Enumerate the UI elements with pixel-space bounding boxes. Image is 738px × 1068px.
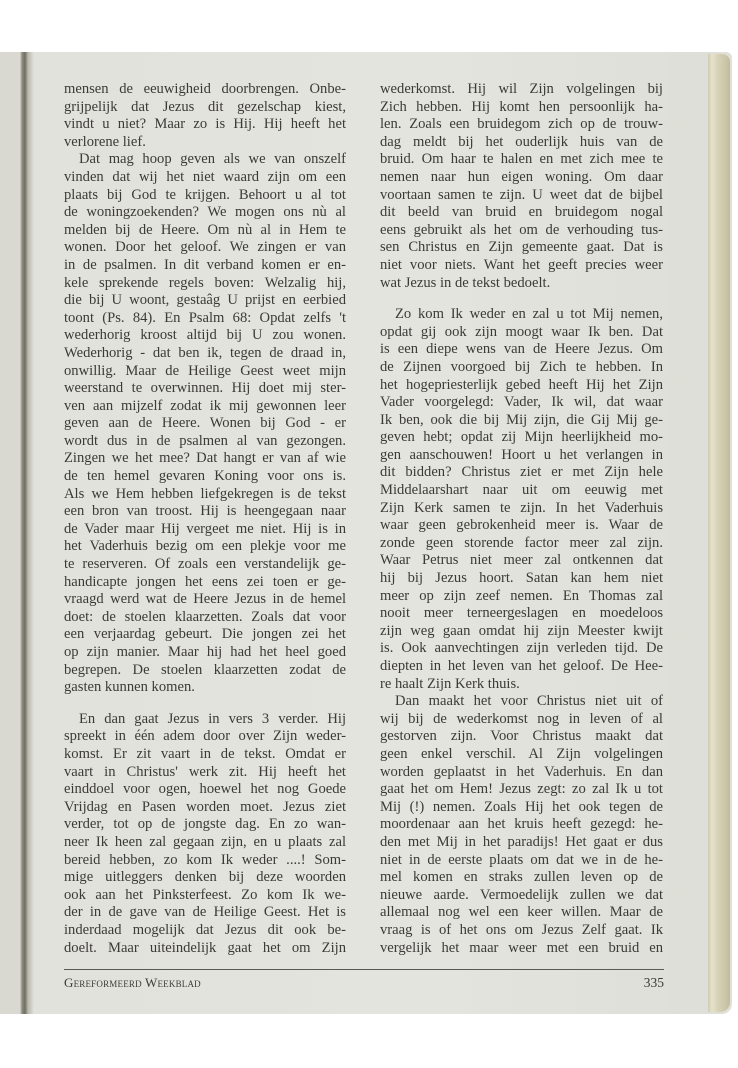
text-line: neer Ik heen zal gegaan zijn, en u plaats zal: [64, 833, 346, 850]
text-line: der in de gave van de Heilige Geest. Het is: [64, 904, 346, 921]
text-line: gen aanschouwen! Hoort u het verlangen in: [380, 446, 663, 463]
text-line: Ik ben, ook die bij Mij zijn, die Gij Mij ge-: [380, 411, 663, 428]
text-line: begrepen. De stoelen klaarzetten zodat de: [64, 661, 346, 678]
text-line: kele sprekende regels boven: Welzalig hij,: [64, 274, 346, 291]
text-line: wat Jezus in de tekst bedoelt.: [380, 274, 551, 291]
text-line: den met Mij in het paradijs! Het gaat er dus: [380, 833, 663, 850]
text-line: ook aan het Pinksterfeest. Zo kom Ik we-: [64, 886, 346, 903]
paragraph: [64, 81, 346, 151]
text-line: Zo kom Ik weder en zal u tot Mij nemen,: [395, 306, 663, 323]
text-line: Waar Petrus niet meer zal ontkennen dat: [380, 552, 663, 569]
text-line: vindt u niet? Maar zo is Hij. Hij heeft het: [64, 116, 346, 133]
text-line: gasten kunnen komen.: [64, 679, 195, 696]
text-line: doelt. Maar uiteindelijk gaat het om Zijn: [64, 939, 346, 956]
book-spine-edge: [708, 54, 730, 1012]
text-line: re haalt Zijn Kerk thuis.: [380, 675, 520, 692]
text-line: gestorven zijn. Voor Christus maakt dat: [380, 728, 663, 745]
text-line: opdat gij ook zijn moogt waar Ik ben. Dat: [380, 323, 663, 340]
text-line: voortaan samen te zijn. U weet dat de bijbel: [380, 186, 663, 203]
text-line: meer op zijn zeef nemen. En Thomas zal: [380, 587, 663, 604]
text-line: gaat het om Hem! Jezus zegt: zo zal Ik u tot: [380, 781, 663, 798]
text-line: Zich hebben. Hij komt hen persoonlijk ha-: [380, 98, 663, 115]
paragraph: [380, 693, 663, 957]
text-column-right: [380, 81, 663, 957]
text-line: vraag is of het ons om Jezus Zelf gaat. Ik: [380, 921, 663, 938]
text-line: hij bij Jezus hoort. Satan kan hem niet: [380, 570, 663, 587]
text-line: wij bij de wederkomst nog in leven of al: [380, 710, 663, 727]
text-line: Zijn Kerk samen te zijn. In het Vaderhuis: [380, 499, 663, 516]
text-line: niet voor niets. Want het geeft precies weer: [380, 256, 663, 273]
text-line: zonde geen storende factor meer zal zijn.: [380, 534, 663, 551]
text-line: nieuwe aarde. Vermoedelijk zullen we dat: [380, 886, 663, 903]
text-line: vinden dat wij het niet waard zijn om een: [64, 168, 346, 185]
text-line: nemen naar hun eigen woning. Om daar: [380, 168, 663, 185]
text-line: een bron van troost. Hij is heengegaan naar: [64, 503, 346, 520]
text-line: Dat mag hoop geven als we van onszelf: [79, 151, 346, 168]
text-line: Mij (!) nemen. Zoals Hij het ook tegen de: [380, 798, 663, 815]
text-line: wonen. Door het geloof. We zingen er van: [64, 239, 346, 256]
text-line: Wederhorig - dat ben ik, tegen de draad in,: [64, 344, 346, 361]
text-line: spreekt in één adem door over Zijn weder-: [64, 728, 346, 745]
paragraph: [64, 151, 346, 696]
text-line: wederhorig kroost altijd bij U zou wonen.: [64, 327, 346, 344]
text-line: doet: de stoelen klaarzetten. Zoals dat voor: [64, 608, 346, 625]
text-line: de woningzoekenden? We mogen ons nù al: [64, 204, 346, 221]
text-line: moordenaar aan het kruis heeft gezegd: he-: [380, 816, 663, 833]
text-line: de ten hemel gevaren Koning voor ons is.: [64, 468, 346, 485]
text-line: grijpelijk dat Jezus dit gezelschap kiest,: [64, 98, 346, 115]
text-line: plaats bij God te krijgen. Behoort u al tot: [64, 186, 346, 203]
paragraph: [380, 81, 663, 292]
text-line: nooit meer terneergeslagen en moedeloos: [380, 605, 663, 622]
text-column-left: [64, 81, 346, 957]
text-line: vraagd werd wat de Heere Jezus in de hemel: [64, 591, 346, 608]
footer-rule: [64, 969, 664, 970]
text-line: Dan maakt het voor Christus niet uit of: [395, 693, 663, 710]
text-line: die bij U woont, gestaâg U prijst en eerbied: [64, 292, 346, 309]
text-line: handicapte jongen het eens zei toen er ge-: [64, 573, 346, 590]
text-line: diepten in het leven van het geloof. De Hee-: [380, 658, 663, 674]
text-line: worden geplaatst in het Vaderhuis. En dan: [380, 763, 663, 780]
page-number: 335: [643, 975, 664, 990]
text-line: dag meldt bij het ouderlijk huis van de: [380, 133, 663, 150]
text-line: weerstand te overwinnen. Hij doet mij ster-: [64, 380, 346, 397]
text-line: verder, tot op de jongste dag. En zo wan-: [64, 816, 346, 833]
text-line: is een diepe wens van de Heere Jezus. Om: [380, 341, 663, 358]
text-line: geven hebt; opdat zij Mijn heerlijkheid mo-: [380, 429, 663, 446]
text-line: waar geen gebrokenheid meer is. Waar de: [380, 517, 663, 534]
text-line: Middelaarshart naar uit om eeuwig met: [380, 482, 663, 499]
text-line: in de psalmen. In dit verband komen er en-: [64, 256, 346, 273]
text-line: een verjaardag gebeurt. Die jongen zei het: [64, 626, 346, 643]
text-line: melden bij de Heere. Om nù al in Hem te: [64, 221, 346, 238]
paragraph: [64, 711, 346, 957]
text-line: het Vaderhuis bezig om een plekje voor me: [64, 538, 346, 555]
text-line: niet in de eerste plaats om dat we in de he-: [380, 851, 663, 868]
text-line: En dan gaat Jezus in vers 3 verder. Hij: [79, 710, 346, 727]
text-line: dit bidden? Christus ziet er met Zijn hele: [380, 464, 663, 481]
text-line: wordt dus in de psalmen al van gezongen.: [64, 432, 346, 449]
text-line: Zingen we het mee? Dat hangt er van af wie: [64, 450, 346, 467]
text-line: mel komen en straks zullen leven op de: [380, 869, 663, 886]
text-line: wederkomst. Hij wil Zijn volgelingen bij: [380, 81, 663, 97]
text-line: eens gebruikt als het om de verhouding tus-: [380, 221, 663, 238]
text-line: einddoel voor ogen, hoewel het nog Goede: [64, 781, 346, 798]
text-line: te reserveren. Of zoals een verstandelijk ge-: [64, 556, 346, 573]
text-line: inderdaad mogelijk dat Jezus dit ook be-: [64, 921, 346, 938]
text-line: mige uitleggers denken bij deze woorden: [64, 869, 346, 886]
text-line: allemaal nog wel een keer willen. Maar de: [380, 904, 663, 921]
text-line: zijn weg gaan omdat hij zijn Meester kwijt: [380, 622, 663, 639]
text-line: vaart in Christus' werk zit. Hij heeft het: [64, 763, 346, 780]
paragraph: [380, 306, 663, 693]
text-line: sen Christus en Zijn gemeente gaat. Dat is: [380, 239, 663, 256]
text-line: geen enkel verschil. Al Zijn volgelingen: [380, 745, 663, 762]
text-line: bruid. Om haar te halen en met zich mee te: [380, 151, 663, 168]
text-line: is. Ook aanvechtingen zijn verleden tijd. De: [380, 640, 663, 657]
text-line: de Vader maar Hij vergeet me niet. Hij is in: [64, 520, 346, 537]
text-line: Als we Hem hebben liefgekregen is de tekst: [64, 485, 346, 502]
text-line: toont (Ps. 84). En Psalm 68: Opdat zelfs 't: [64, 309, 346, 326]
text-line: op zijn manier. Maar hij had het heel goed: [64, 644, 346, 660]
text-line: de Zijnen voorgoed bij Zich te hebben. In: [380, 358, 663, 375]
text-line: komst. Er zit vaart in de tekst. Omdat er: [64, 745, 346, 762]
text-line: ven aan mijzelf zodat ik mij gewonnen leer: [64, 397, 346, 414]
text-line: het hogepriesterlijk gebed heeft Hij het Zijn: [380, 376, 663, 393]
text-line: len. Zoals een bruidegom zich op de trouw-: [380, 116, 663, 133]
text-line: mensen de eeuwigheid doorbrengen. Onbe-: [64, 81, 346, 97]
text-line: Vader voorgelegd: Vader, Ik wil, dat waar: [380, 394, 663, 411]
text-line: verlorene lief.: [64, 133, 146, 150]
text-line: vergelijk het maar weer met een bruid en: [380, 939, 663, 956]
text-line: dit beeld van bruid en bruidegom nogal: [380, 204, 663, 221]
text-line: onwillig. Maar de Heilige Geest weet mijn: [64, 362, 346, 379]
text-line: Vrijdag en Pasen worden moet. Jezus ziet: [64, 798, 346, 815]
publication-masthead: Gereformeerd Weekblad: [64, 975, 201, 990]
text-line: bereid hebben, zo kom Ik weder ....! Som-: [64, 851, 346, 868]
text-line: geven aan de Heere. Wonen bij God - er: [64, 415, 346, 432]
